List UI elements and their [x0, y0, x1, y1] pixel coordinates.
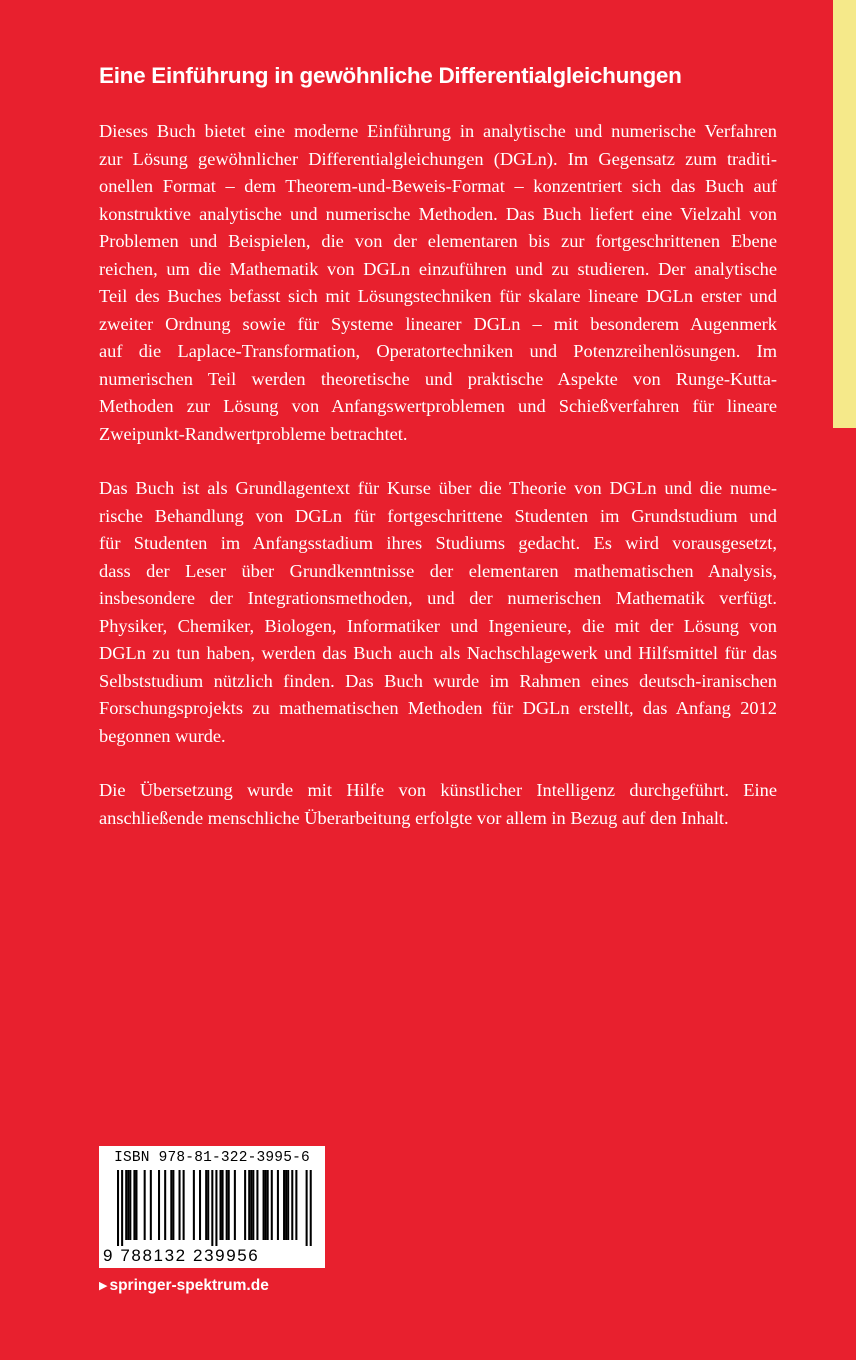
text-line: dass der Leser über Grundkenntnisse der elementaren mathematischen Analysis, — [99, 560, 777, 581]
barcode-bar — [215, 1170, 217, 1246]
barcode-bar — [295, 1170, 297, 1240]
text-line: Problemen und Beispielen, die von der elementaren bis zur fortgeschrittenen Ebene — [99, 231, 777, 251]
barcode-bar — [127, 1170, 129, 1240]
text-line: Selbststudium nützlich finden. Das Buch wurde im Rahmen eines deutsch-iranischen — [99, 670, 777, 691]
text-line: rische Behandlung von DGLn für fortgeschrittene Studenten im Grundstudium und — [99, 505, 777, 526]
text-line: zur Lösung gewöhnlicher Differentialgleichungen (DGLn). Im Gegensatz zum traditi- — [99, 148, 777, 169]
barcode-bar — [133, 1170, 135, 1240]
text-line: numerischen Teil werden theoretische und praktische Aspekte von Runge-Kutta- — [99, 368, 777, 389]
text-line: Forschungsprojekts zu mathematischen Methoden für DGLn erstellt, das Anfang 2012 — [99, 698, 777, 718]
barcode-bar — [170, 1170, 172, 1240]
text-line: auf die Laplace-Transformation, Operatortechniken und Potenzreihenlösungen. Im — [99, 341, 777, 361]
text-line: Die Übersetzung wurde mit Hilfe von künstlicher Intelligenz durchgeführt. Eine — [99, 780, 777, 800]
barcode-bar — [271, 1170, 273, 1240]
barcode-bar — [164, 1170, 166, 1240]
blurb-paragraph — [99, 777, 777, 832]
text-line: insbesondere der Integrationsmethoden, und der numerischen Mathematik verfügt. — [99, 588, 777, 608]
text-line: DGLn zu tun haben, werden das Buch auch als Nachschlagewerk und Hilfsmittel für das — [99, 643, 777, 663]
barcode-bar — [285, 1170, 287, 1240]
blurb-paragraph — [99, 118, 777, 448]
text-line: begonnen wurde. — [99, 725, 226, 746]
barcode-bar — [263, 1170, 265, 1240]
barcode-bar — [150, 1170, 152, 1240]
barcode-bar — [179, 1170, 181, 1240]
barcode-bar — [252, 1170, 254, 1240]
barcode-bar — [172, 1170, 174, 1240]
barcode-bar — [306, 1170, 308, 1246]
book-title: Eine Einführung in gewöhnliche Differentialgleichungen — [99, 63, 682, 88]
text-line: für Studenten im Anfangsstadium ihres Studiums gedacht. Es wird vorausgesetzt, — [99, 533, 777, 553]
text-line: Zweipunkt-Randwertprobleme betrachtet. — [99, 423, 408, 444]
publisher-website — [99, 1276, 269, 1296]
barcode-bar — [129, 1170, 131, 1240]
text-line: Das Buch ist als Grundlagentext für Kurse über die Theorie von DGLn und die nume- — [99, 478, 777, 498]
blurb-paragraph — [99, 475, 777, 750]
barcode-bar — [222, 1170, 224, 1240]
blurb-text — [99, 118, 777, 859]
barcode-bar — [234, 1170, 236, 1240]
barcode-bar — [256, 1170, 258, 1240]
barcode-bar — [193, 1170, 195, 1240]
barcode-bar — [220, 1170, 222, 1240]
barcode-bar — [144, 1170, 146, 1240]
barcode-bar — [117, 1170, 119, 1246]
isbn-barcode — [99, 1146, 325, 1268]
text-line: reichen, um die Mathematik von DGLn einzuführen und zu studieren. Der analytische — [99, 258, 777, 279]
text-line: Physiker, Chemiker, Biologen, Informatiker und Ingenieure, die mit der Lösung von — [99, 615, 777, 636]
barcode-bar — [205, 1170, 207, 1240]
barcode-bar — [250, 1170, 252, 1240]
play-arrow-icon: ▶ — [99, 1280, 108, 1292]
barcode-bar — [291, 1170, 293, 1240]
barcode-bar — [121, 1170, 123, 1246]
barcode-bar — [135, 1170, 137, 1240]
barcode-bar — [287, 1170, 289, 1240]
barcode-bar — [207, 1170, 209, 1240]
barcode-bars — [103, 1170, 321, 1246]
barcode-bar — [267, 1170, 269, 1240]
barcode-bar — [211, 1170, 213, 1246]
text-line: Methoden zur Lösung von Anfangswertproblemen und Schießverfahren für lineare — [99, 396, 777, 416]
barcode-bar — [244, 1170, 246, 1240]
publisher-url: springer-spektrum.de — [109, 1277, 269, 1294]
barcode-bar — [283, 1170, 285, 1240]
barcode-bar — [183, 1170, 185, 1240]
barcode-bar — [226, 1170, 228, 1240]
barcode-bar — [199, 1170, 201, 1240]
text-line: onellen Format – dem Theorem-und-Beweis-Format – konzentriert sich das Buch auf — [99, 176, 777, 196]
text-line: Teil des Buches befasst sich mit Lösungstechniken für skalare lineare DGLn erster und — [99, 286, 777, 306]
spine-color-stripe — [833, 0, 856, 428]
barcode-bar — [310, 1170, 312, 1246]
text-line: zweiter Ordnung sowie für Systeme linearer DGLn – mit besonderem Augenmerk — [99, 313, 777, 334]
barcode-bar — [265, 1170, 267, 1240]
isbn-label: ISBN 978-81-322-3995-6 — [114, 1150, 310, 1166]
text-line: anschließende menschliche Überarbeitung erfolgte vor allem in Bezug auf den Inhalt. — [99, 807, 729, 828]
barcode-bar — [228, 1170, 230, 1240]
text-line: Dieses Buch bietet eine moderne Einführung in analytische und numerische Verfahren — [99, 121, 777, 141]
barcode-bar — [158, 1170, 160, 1240]
barcode-bar — [277, 1170, 279, 1240]
text-line: konstruktive analytische und numerische Methoden. Das Buch liefert eine Vielzahl von — [99, 203, 777, 224]
isbn-digits: 9 788132 239956 — [103, 1246, 260, 1265]
barcode-bar — [125, 1170, 127, 1240]
barcode-bar — [248, 1170, 250, 1240]
